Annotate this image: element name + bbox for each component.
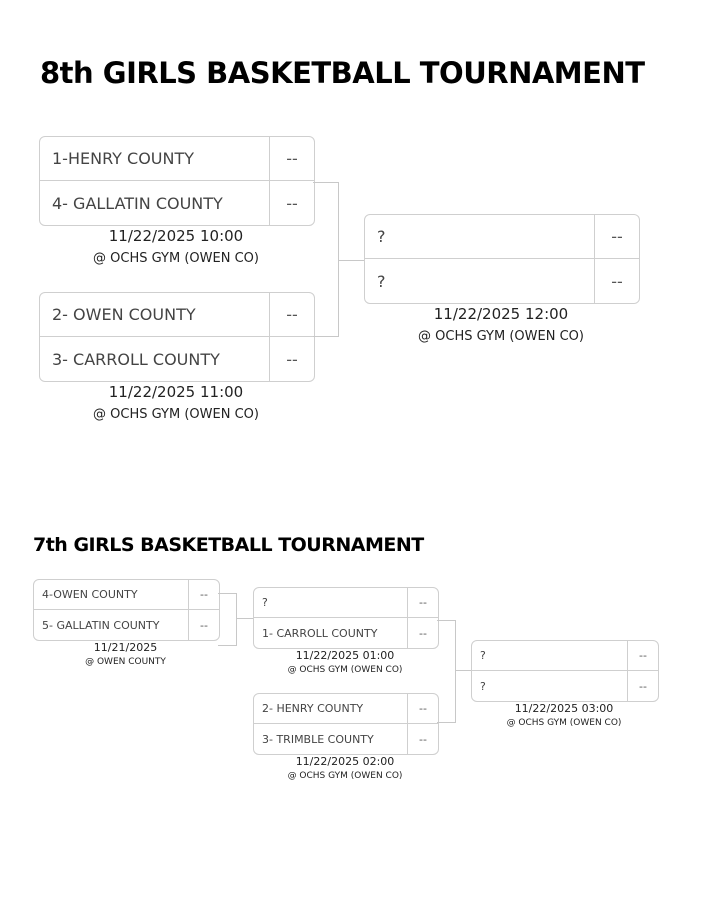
team-row[interactable] (254, 724, 438, 754)
match-box (39, 292, 315, 382)
bracket-connector (313, 182, 338, 183)
team-row[interactable] (254, 618, 438, 648)
match-box (253, 587, 439, 649)
team-row[interactable] (40, 293, 314, 337)
team-name: ? (377, 227, 386, 246)
match-date: 11/22/2025 10:00 (108, 227, 244, 245)
team-name: 2- HENRY COUNTY (262, 702, 364, 715)
bracket-connector (437, 722, 455, 723)
team-row[interactable] (40, 181, 314, 225)
team-score: -- (269, 181, 314, 225)
bracket-connector (455, 620, 456, 723)
team-score: -- (269, 337, 314, 381)
match-date: 11/22/2025 11:00 (108, 383, 244, 401)
team-row[interactable] (34, 610, 219, 640)
team-score: -- (594, 215, 639, 258)
match-venue: @ OCHS GYM (OWEN CO) (418, 329, 584, 344)
match-venue: @ OCHS GYM (OWEN CO) (506, 718, 622, 728)
match-date: 11/22/2025 02:00 (295, 755, 395, 768)
match-date: 11/22/2025 12:00 (433, 305, 569, 323)
team-name: 1- CARROLL COUNTY (262, 626, 378, 640)
team-name: 2- OWEN COUNTY (52, 305, 196, 324)
tournament-8th-title: 8th GIRLS BASKETBALL TOURNAMENT (40, 56, 645, 90)
team-name: 3- CARROLL COUNTY (52, 349, 220, 369)
bracket-connector (236, 618, 253, 619)
match-box (39, 136, 315, 226)
team-row[interactable] (472, 671, 658, 701)
team-score: -- (407, 588, 438, 617)
team-score: -- (627, 671, 658, 701)
team-score: -- (269, 293, 314, 336)
team-name: 3- TRIMBLE COUNTY (262, 732, 374, 746)
team-row[interactable] (365, 215, 639, 259)
team-name: 5- GALLATIN COUNTY (42, 618, 160, 632)
bracket-connector (218, 593, 236, 594)
match-box (253, 693, 439, 755)
tournament-7th-title: 7th GIRLS BASKETBALL TOURNAMENT (33, 534, 424, 556)
team-score: -- (407, 724, 438, 754)
team-row[interactable] (40, 137, 314, 181)
team-name: 4-OWEN COUNTY (42, 588, 138, 601)
match-venue: @ OCHS GYM (OWEN CO) (93, 251, 259, 266)
match-box (33, 579, 220, 641)
match-venue: @ OCHS GYM (OWEN CO) (287, 665, 403, 675)
team-score: -- (269, 137, 314, 180)
bracket-connector (218, 645, 236, 646)
team-name: ? (480, 649, 486, 662)
team-name: ? (262, 596, 268, 609)
bracket-connector (236, 593, 237, 646)
team-row[interactable] (40, 337, 314, 381)
team-row[interactable] (34, 580, 219, 610)
match-box (471, 640, 659, 702)
match-date: 11/22/2025 01:00 (295, 649, 395, 662)
bracket-connector (455, 670, 471, 671)
match-venue: @ OWEN COUNTY (85, 657, 166, 667)
team-row[interactable] (365, 259, 639, 303)
match-venue: @ OCHS GYM (OWEN CO) (93, 407, 259, 422)
team-score: -- (407, 618, 438, 648)
match-box (364, 214, 640, 304)
team-score: -- (188, 580, 219, 609)
team-name: 4- GALLATIN COUNTY (52, 193, 223, 213)
team-name: ? (377, 271, 386, 291)
team-row[interactable] (472, 641, 658, 671)
team-score: -- (188, 610, 219, 640)
team-row[interactable] (254, 694, 438, 724)
team-row[interactable] (254, 588, 438, 618)
bracket-connector (437, 620, 455, 621)
match-venue: @ OCHS GYM (OWEN CO) (287, 771, 403, 781)
team-score: -- (627, 641, 658, 670)
team-score: -- (407, 694, 438, 723)
bracket-connector (338, 260, 364, 261)
team-name: ? (480, 679, 486, 693)
team-name: 1-HENRY COUNTY (52, 149, 195, 168)
match-date: 11/21/2025 (93, 641, 158, 654)
match-date: 11/22/2025 03:00 (514, 702, 614, 715)
bracket-connector (313, 336, 338, 337)
team-score: -- (594, 259, 639, 303)
